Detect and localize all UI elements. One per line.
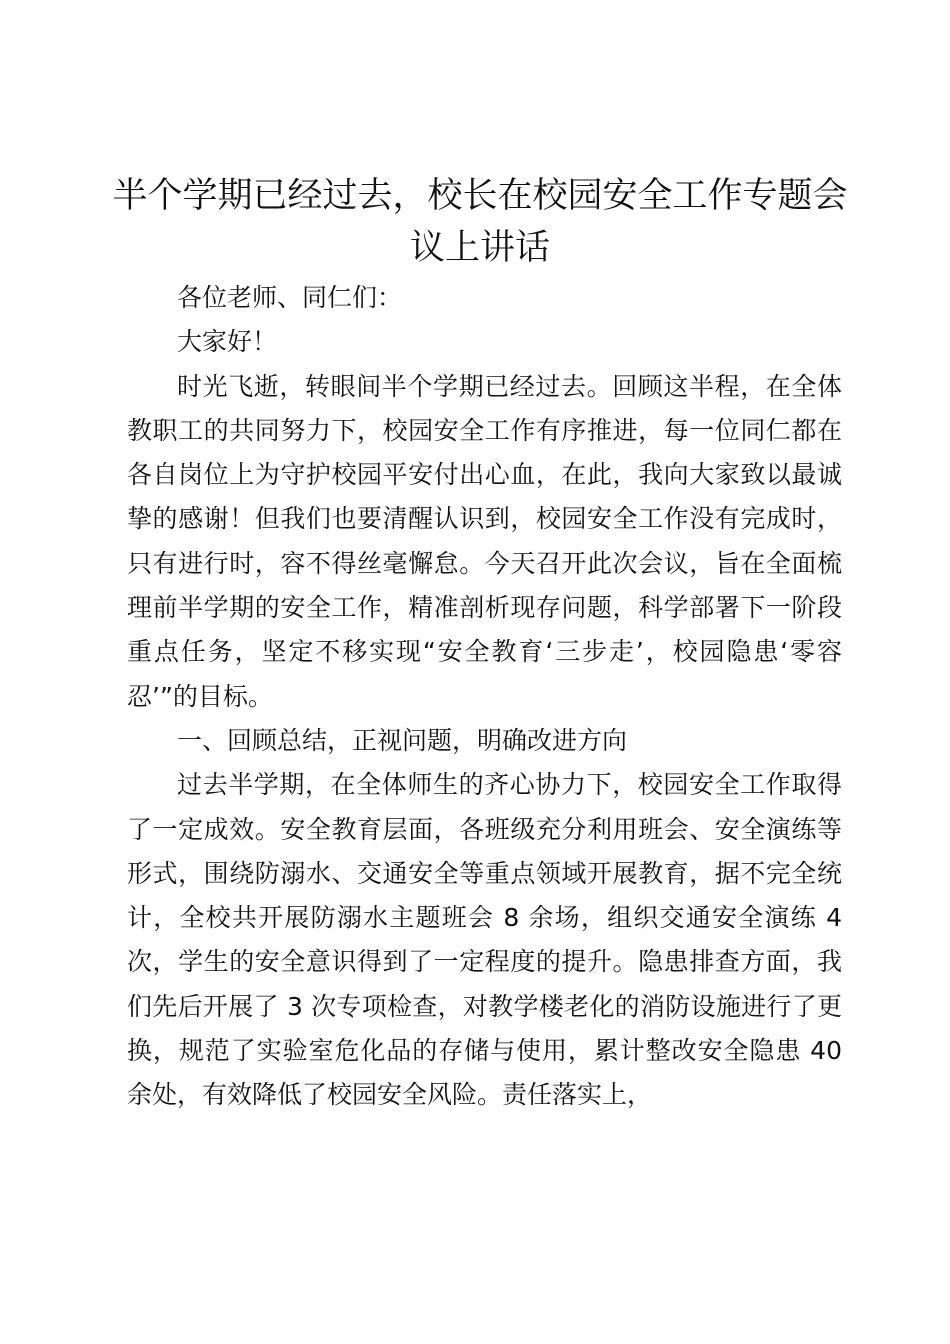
- section-heading: 一、回顾总结，正视问题，明确改进方向: [177, 725, 628, 755]
- intro-paragraph: 时光飞逝，转眼间半个学期已经过去。回顾这半程，在全体教职工的共同努力下，校园安全工作有序推进，每一位同仁都在各自岗位上为守护校园平安付出心血，在此，我向大家致以最诚挚的感谢！但我们也要清醒认识到，校园安全工作没有完成时，只有进行时，容不得丝毫懈怠。今天召开此次会议，旨在全面梳理前半学期的安全工作，精准剖析现存问题，科学部署下一阶段重点任务，坚定不移实现“安全教育‘三步走’，校园隐患‘零容忍’”的目标。: [127, 371, 842, 711]
- document-body: [127, 276, 842, 1118]
- section-paragraph: 过去半学期，在全体师生的齐心协力下，校园安全工作取得了一定成效。安全教育层面，各班级充分利用班会、安全演练等形式，围绕防溺水、交通安全等重点领域开展教育，据不完全统计，全校共开展防溺水主题班会 8 余场，组织交通安全演练 4 次，学生的安全意识得到了一定程度的提升。隐患排查方面，我们先后开展了 3 次专项检查，对教学楼老化的消防设施进行了更换，规范了实验室危化品的存储与使用，累计整改安全隐患 40 余处，有效降低了校园安全风险。责任落实上，: [127, 770, 842, 1110]
- greeting: 大家好！: [177, 327, 278, 357]
- document-title: 半个学期已经过去，校长在校园安全工作专题会议上讲话: [112, 176, 848, 268]
- salutation: 各位老师、同仁们：: [177, 283, 403, 312]
